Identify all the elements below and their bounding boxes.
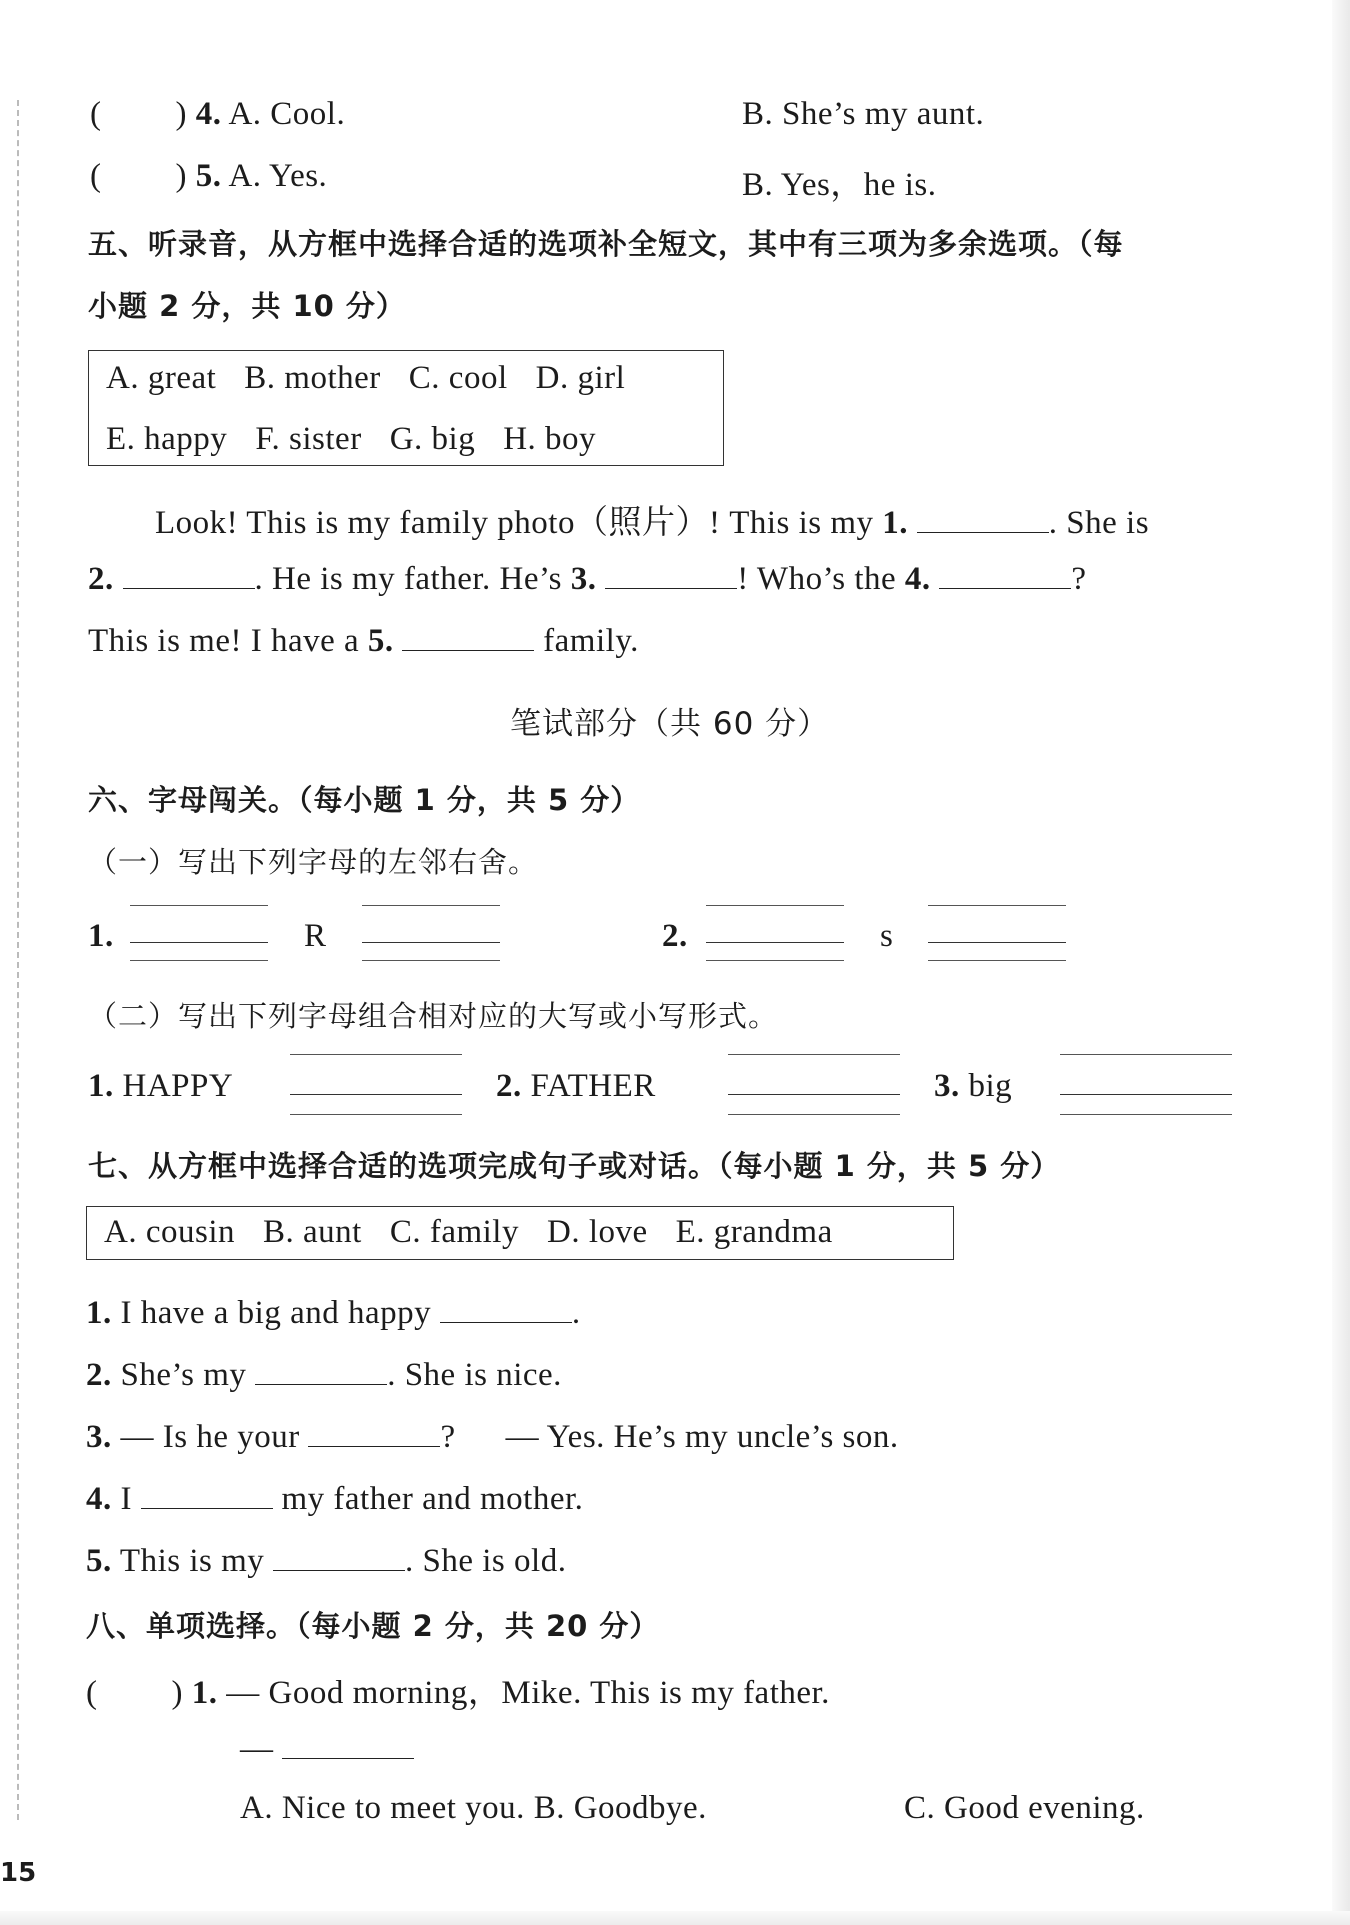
- passage-line2: 2. . He is my father. He’s 3. ! Who’s the 4. ?: [88, 558, 1087, 598]
- s6-q2-letter: s: [880, 918, 894, 954]
- s7-q1-blank[interactable]: [440, 1292, 572, 1323]
- s7-q5: 5. This is my . She is old.: [86, 1540, 566, 1580]
- section5-title-line2: 小题 2 分，共 10 分）: [88, 289, 406, 323]
- passage-line3: This is me! I have a 5. family.: [88, 620, 639, 660]
- s6-w3-guide-top: [1060, 1054, 1232, 1055]
- s6-q1-right-guide-top: [362, 905, 500, 906]
- s6-q2-num: 2.: [662, 918, 688, 954]
- s8-q1-option-b: B. Goodbye.: [533, 1790, 707, 1826]
- s6-w1-guide-bottom: [290, 1114, 462, 1115]
- s6-w3-writing-line[interactable]: [1060, 1094, 1232, 1095]
- section5-box-row1: A. great B. mother C. cool D. girl: [106, 360, 626, 396]
- section7-box-row: A. cousin B. aunt C. family D. love E. grandma: [104, 1214, 833, 1250]
- s6-q1-left-writing-line[interactable]: [130, 942, 268, 943]
- listening-q4-option-a: A. Cool.: [228, 96, 346, 132]
- blank-3[interactable]: [605, 558, 737, 589]
- s6-w3: 3. big: [934, 1068, 1013, 1104]
- s6-w1-guide-top: [290, 1054, 462, 1055]
- s6-q1-letter: R: [304, 918, 327, 954]
- s7-q4-blank[interactable]: [141, 1478, 273, 1509]
- section6-sub2: （二）写出下列字母组合相对应的大写或小写形式。: [88, 999, 779, 1033]
- s8-q1-option-c: C. Good evening.: [904, 1790, 1145, 1826]
- page-edge-shadow: [1332, 0, 1350, 1925]
- s6-q2-right-guide-bottom: [928, 960, 1066, 961]
- section6-sub1: （一）写出下列字母的左邻右舍。: [88, 845, 539, 879]
- s7-q2: 2. She’s my . She is nice.: [86, 1354, 562, 1394]
- s6-w2-writing-line[interactable]: [728, 1094, 900, 1095]
- s6-q2-left-writing-line[interactable]: [706, 942, 844, 943]
- s7-q1: 1. I have a big and happy .: [86, 1292, 581, 1332]
- section7-title: 七、从方框中选择合适的选项完成句子或对话。（每小题 1 分，共 5 分）: [88, 1149, 1061, 1183]
- s6-q2-right-writing-line[interactable]: [928, 942, 1066, 943]
- s8-q1-options: [240, 1790, 707, 1827]
- passage-line1: Look! This is my family photo（照片）! This is my 1. . She is: [155, 496, 1149, 543]
- blank-2[interactable]: [123, 558, 255, 589]
- page-bottom-shadow: [0, 1911, 1350, 1925]
- page-number: 15: [0, 1858, 37, 1888]
- blank-1[interactable]: [917, 502, 1049, 533]
- listening-q4: ( ) 4. A. Cool.: [90, 96, 346, 132]
- s6-q2-left-guide-bottom: [706, 960, 844, 961]
- section5-title-line1: 五、听录音，从方框中选择合适的选项补全短文，其中有三项为多余选项。（每: [88, 227, 1124, 261]
- section6-title: 六、字母闯关。（每小题 1 分，共 5 分）: [88, 783, 641, 817]
- s8-q1: ( ) 1. — Good morning，Mike. This is my father.: [86, 1675, 830, 1711]
- blank-4[interactable]: [939, 558, 1071, 589]
- s7-q3: 3. — Is he your ? — Yes. He’s my uncle’s son.: [86, 1416, 899, 1456]
- binding-margin-line: [17, 100, 19, 1820]
- s6-q1-left-guide-top: [130, 905, 268, 906]
- s6-w3-guide-bottom: [1060, 1114, 1232, 1115]
- section5-box-row2: E. happy F. sister G. big H. boy: [106, 421, 597, 457]
- s6-q1-left-guide-bottom: [130, 960, 268, 961]
- s6-w2-guide-top: [728, 1054, 900, 1055]
- listening-q5-option-a: A. Yes.: [228, 158, 328, 194]
- s6-w2-guide-bottom: [728, 1114, 900, 1115]
- s7-q5-blank[interactable]: [273, 1540, 405, 1571]
- written-part-header: 笔试部分（共 60 分）: [510, 706, 830, 742]
- s6-q2-left-guide-top: [706, 905, 844, 906]
- s8-q1-reply: —: [240, 1728, 414, 1768]
- s6-w1: 1. HAPPY: [88, 1068, 234, 1104]
- s8-q1-option-a: A. Nice to meet you.: [240, 1790, 525, 1826]
- s7-q3-blank[interactable]: [308, 1416, 440, 1447]
- listening-q5-option-b: B. Yes，he is.: [742, 167, 937, 203]
- s6-q2-right-guide-top: [928, 905, 1066, 906]
- s6-w1-writing-line[interactable]: [290, 1094, 462, 1095]
- s6-q1-right-guide-bottom: [362, 960, 500, 961]
- s8-q1-blank[interactable]: [282, 1728, 414, 1759]
- listening-q4-option-b: B. She’s my aunt.: [742, 96, 985, 132]
- blank-5[interactable]: [402, 620, 534, 651]
- s6-q1-right-writing-line[interactable]: [362, 942, 500, 943]
- s7-q4: 4. I my father and mother.: [86, 1478, 583, 1518]
- listening-q5: ( ) 5. A. Yes.: [90, 158, 328, 194]
- section8-title: 八、单项选择。（每小题 2 分，共 20 分）: [86, 1609, 660, 1643]
- s6-w2: 2. FATHER: [496, 1068, 656, 1104]
- s7-q2-blank[interactable]: [255, 1354, 387, 1385]
- s6-q1-num: 1.: [88, 918, 114, 954]
